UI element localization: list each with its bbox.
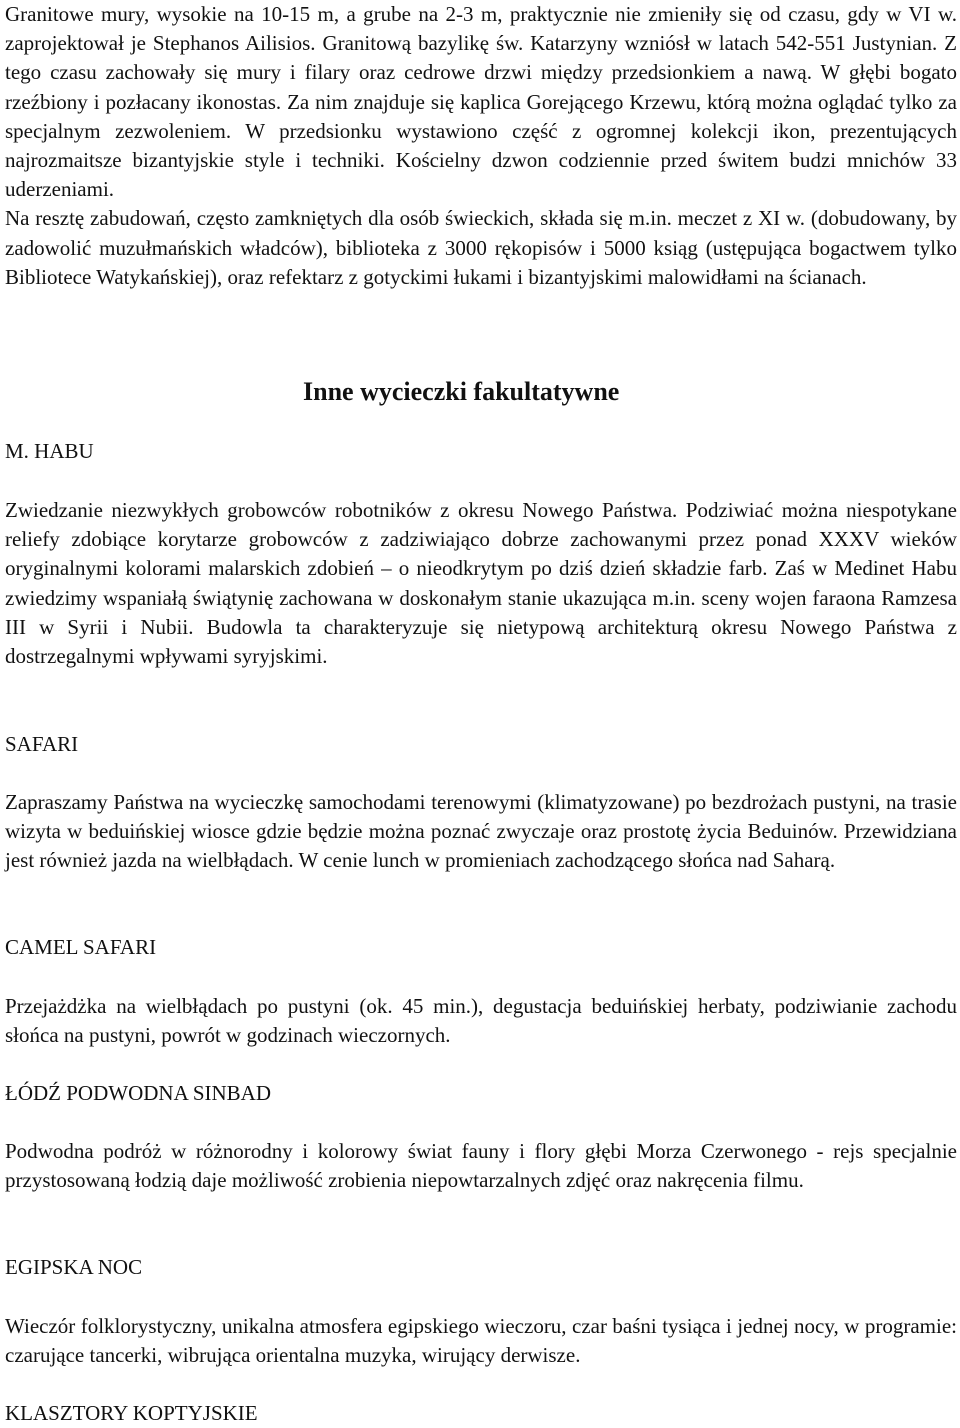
body-safari bbox=[5, 788, 957, 876]
heading-klasztory-koptyjskie: KLASZTORY KOPTYJSKIE bbox=[5, 1401, 258, 1425]
section-title: Inne wycieczki fakultatywne bbox=[303, 377, 620, 406]
body-lodz-podwodna bbox=[5, 1137, 957, 1195]
body-camel-safari bbox=[5, 992, 957, 1050]
heading-m-habu: M. HABU bbox=[5, 439, 94, 463]
intro-paragraph-2: Na resztę zabudowań, często zamkniętych dla osób świeckich, składa się m.in. meczet z XI w. (dobudowany, by zadowolić muzułmańskich władców), biblioteka z 3000 rękopisów i 5000 ksiąg (ustępująca bogactwem tylko Bibliotece Watykańskiej), oraz refektarz z gotyckimi łukami i bizantyjskimi malowidłami na ścianach. bbox=[5, 206, 957, 289]
body-egipska-noc bbox=[5, 1312, 957, 1370]
heading-camel-safari: CAMEL SAFARI bbox=[5, 935, 157, 959]
heading-lodz-podwodna: ŁÓDŹ PODWODNA SINBAD bbox=[5, 1081, 271, 1105]
intro-paragraph-1: Granitowe mury, wysokie na 10-15 m, a grube na 2-3 m, praktycznie nie zmieniły się od czasu, gdy w VI w. zaprojektował je Stephanos Ailisios. Granitową bazylikę św. Katarzyny wzniósł w latach 542-551 Justynian. Z tego czasu zachowały się mury i filary oraz cedrowe drzwi między przedsionkiem a nawą. W głębi bogato rzeźbiony i pozłacany ikonostas. Za nim znajduje się kaplica Gorejącego Krzewu, którą można oglądać tylko za specjalnym zezwoleniem. W przedsionku wystawiono część z ogromnej kolekcji ikon, prezentujących najrozmaitsze bizantyjskie style i techniki. Kościelny dzwon codziennie przed świtem budzi mnichów 33 uderzeniami. bbox=[5, 2, 957, 202]
body-m-habu bbox=[5, 496, 957, 671]
paragraph-m-habu: Zwiedzanie niezwykłych grobowców robotników z okresu Nowego Państwa. Podziwiać można niespotykane reliefy zdobiące korytarze grobowców z zadziwiająco dobrze zachowanymi przez ponad XXXV wieków oryginalnymi kolorami malarskich zdobień – o nieodkrytym po dziś dzień składzie farb. Zaś w Medinet Habu zwiedzimy wspaniałą świątynię zachowana w doskonałym stanie ukazująca m.in. sceny wojen faraona Ramzesa III w Syrii i Nubii. Budowla ta charakteryzuje się nietypową architekturą okresu Nowego Państwa z dostrzegalnymi wpływami syryjskimi. bbox=[5, 498, 957, 669]
paragraph-safari: Zapraszamy Państwa na wycieczkę samochodami terenowymi (klimatyzowane) po bezdrożach pustyni, na trasie wizyta w beduińskiej wiosce gdzie będzie można poznać zwyczaje oraz prostotę życia Beduinów. Przewidziana jest również jazda na wielbłądach. W cenie lunch w promieniach zachodzącego słońca nad Saharą. bbox=[5, 790, 957, 873]
paragraph-lodz-podwodna: Podwodna podróż w różnorodny i kolorowy świat fauny i flory głębi Morza Czerwonego - rejs specjalnie przystosowaną łodzią daje możliwość zrobienia niepowtarzalnych zdjęć oraz nakręcenia filmu. bbox=[5, 1139, 957, 1193]
paragraph-egipska-noc: Wieczór folklorystyczny, unikalna atmosfera egipskiego wieczoru, czar baśni tysiąca i jednej nocy, w programie: czarujące tancerki, wibrująca orientalna muzyka, wirujący derwisze. bbox=[5, 1314, 957, 1368]
heading-egipska-noc: EGIPSKA NOC bbox=[5, 1255, 143, 1279]
heading-safari: SAFARI bbox=[5, 732, 79, 756]
paragraph-camel-safari: Przejażdżka na wielbłądach po pustyni (ok. 45 min.), degustacja beduińskiej herbaty, podziwianie zachodu słońca na pustyni, powrót w godzinach wieczornych. bbox=[5, 994, 957, 1048]
intro-block bbox=[5, 0, 957, 292]
